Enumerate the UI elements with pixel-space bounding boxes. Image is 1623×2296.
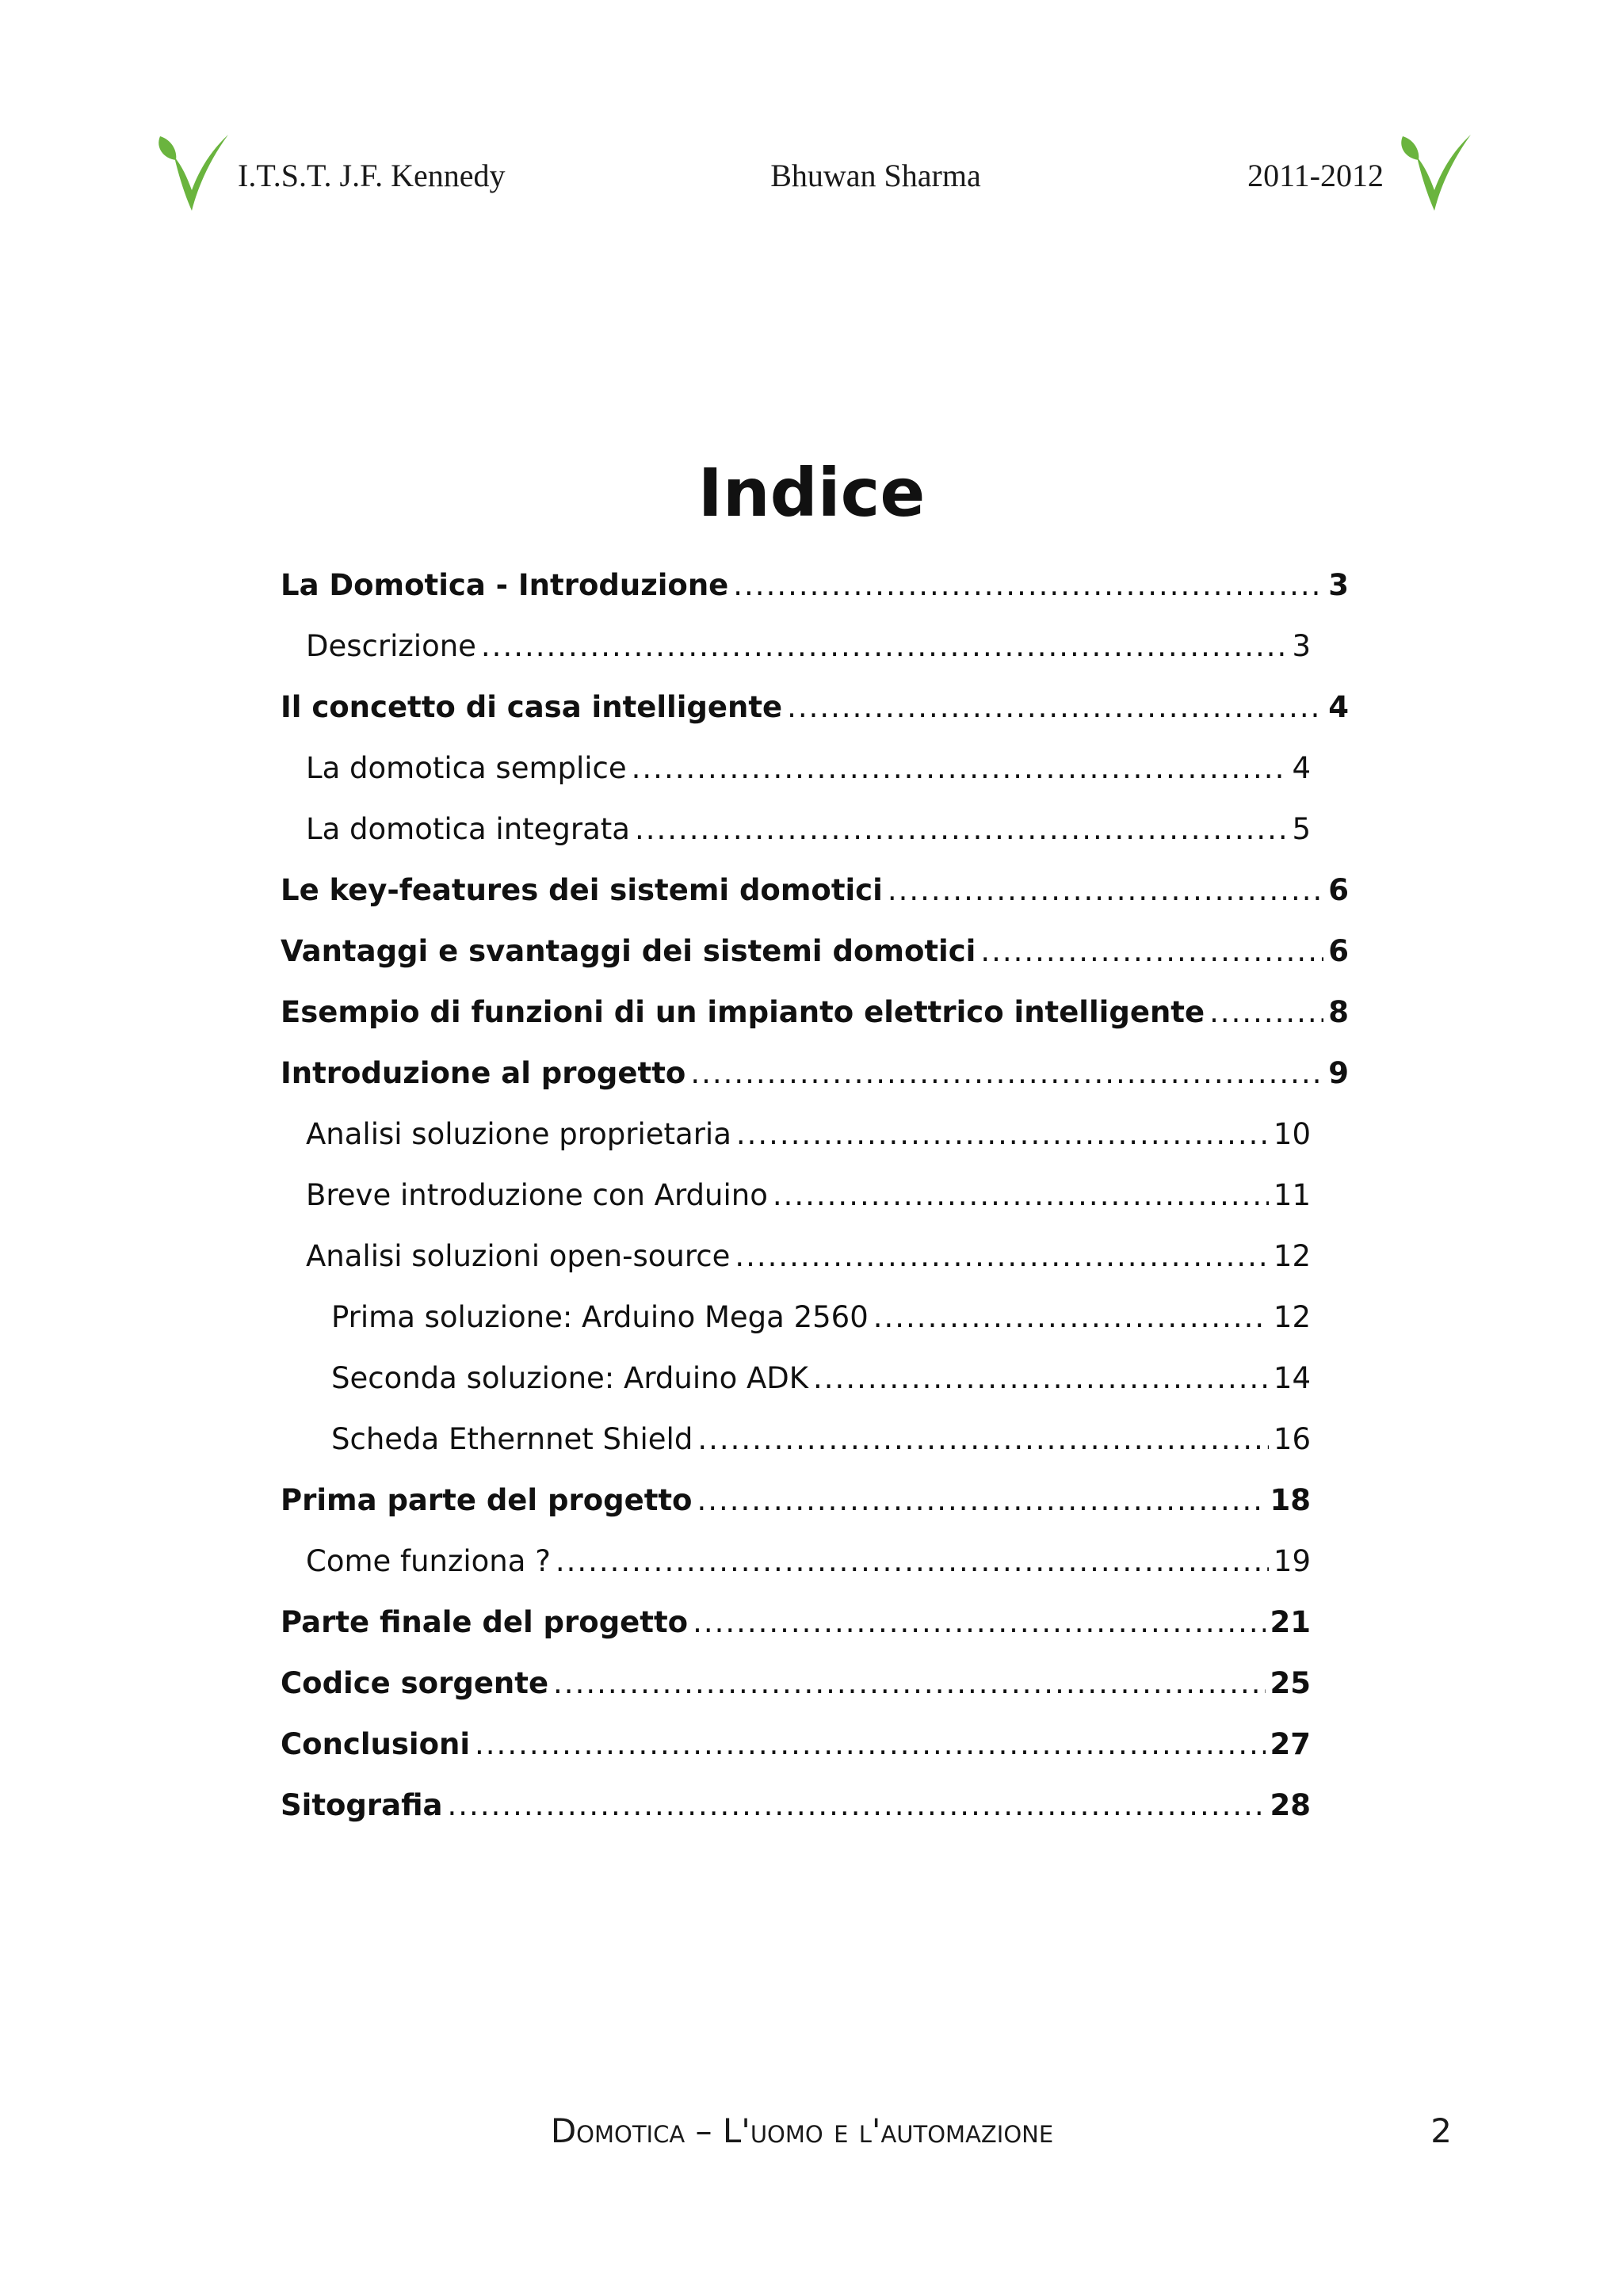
toc-entry-page: 28 xyxy=(1270,1788,1311,1822)
toc-dot-leader xyxy=(556,1531,1269,1592)
toc-entry-page: 4 xyxy=(1292,751,1311,785)
toc-entry[interactable] xyxy=(281,982,1349,1043)
sprout-logo-icon xyxy=(1395,130,1474,212)
toc-entry-label: Descrizione xyxy=(306,629,476,663)
toc-entry-page: 8 xyxy=(1328,995,1349,1029)
toc-entry-page: 12 xyxy=(1273,1239,1311,1273)
toc-entry-label: Come funziona ? xyxy=(306,1544,551,1578)
toc-dot-leader xyxy=(813,1348,1269,1409)
toc-entry[interactable] xyxy=(281,1348,1349,1409)
toc-dot-leader xyxy=(736,1104,1269,1165)
toc-entry-page: 11 xyxy=(1273,1178,1311,1212)
toc-entry-page: 21 xyxy=(1270,1605,1311,1639)
toc-entry-page: 3 xyxy=(1292,629,1311,663)
toc-entry-label: La Domotica - Introduzione xyxy=(281,568,729,602)
toc-entry-label: La domotica integrata xyxy=(306,812,630,846)
toc-dot-leader xyxy=(735,1226,1269,1287)
toc-dot-leader xyxy=(980,921,1323,982)
toc-entry-label: Analisi soluzioni open-source xyxy=(306,1239,731,1273)
toc-dot-leader xyxy=(773,1165,1269,1226)
toc-entry-page: 4 xyxy=(1328,690,1349,724)
toc-entry[interactable] xyxy=(281,1043,1349,1104)
toc-entry-label: Sitografia xyxy=(281,1788,443,1822)
toc-entry[interactable] xyxy=(281,1775,1349,1836)
toc-entry-label: Parte finale del progetto xyxy=(281,1605,689,1639)
toc-entry-label: La domotica semplice xyxy=(306,751,627,785)
toc-entry[interactable] xyxy=(281,1531,1349,1592)
toc-dot-leader xyxy=(632,738,1288,799)
toc-dot-leader xyxy=(635,799,1287,860)
toc-entry[interactable] xyxy=(281,1165,1349,1226)
toc-entry[interactable] xyxy=(281,1409,1349,1470)
toc-entry-label: Vantaggi e svantaggi dei sistemi domotici xyxy=(281,934,976,968)
toc-entry-page: 10 xyxy=(1273,1117,1311,1151)
toc-entry-label: Il concetto di casa intelligente xyxy=(281,690,783,724)
toc-entry-label: Le key-features dei sistemi domotici xyxy=(281,873,883,907)
toc-entry-label: Analisi soluzione proprietaria xyxy=(306,1117,731,1151)
toc-entry-label: Seconda soluzione: Arduino ADK xyxy=(331,1361,809,1395)
toc-dot-leader xyxy=(690,1043,1323,1104)
toc-entry[interactable] xyxy=(281,677,1349,738)
toc-dot-leader xyxy=(787,677,1323,738)
header-year: 2011-2012 xyxy=(1247,158,1384,193)
page-title: Indice xyxy=(697,454,926,532)
toc-dot-leader xyxy=(448,1775,1266,1836)
toc-entry[interactable] xyxy=(281,1470,1349,1531)
toc-dot-leader xyxy=(475,1714,1265,1775)
toc-entry[interactable] xyxy=(281,921,1349,982)
toc-entry[interactable] xyxy=(281,799,1349,860)
toc-dot-leader xyxy=(873,1287,1269,1348)
toc-entry-page: 16 xyxy=(1273,1422,1311,1456)
toc-entry[interactable] xyxy=(281,1653,1349,1714)
toc-entry-page: 14 xyxy=(1273,1361,1311,1395)
toc-entry-label: Introduzione al progetto xyxy=(281,1056,686,1090)
toc-entry-label: Conclusioni xyxy=(281,1727,471,1761)
toc-entry[interactable] xyxy=(281,616,1349,677)
toc-dot-leader xyxy=(1209,982,1323,1043)
toc-entry-page: 6 xyxy=(1328,873,1349,907)
toc-entry-page: 9 xyxy=(1328,1056,1349,1090)
toc-entry-label: Prima soluzione: Arduino Mega 2560 xyxy=(331,1300,869,1334)
toc-entry-page: 19 xyxy=(1273,1544,1311,1578)
toc-entry[interactable] xyxy=(281,1104,1349,1165)
toc-entry-label: Codice sorgente xyxy=(281,1666,549,1700)
toc-entry-label: Esempio di funzioni di un impianto elettrico intelligente xyxy=(281,995,1205,1029)
toc-entry-page: 18 xyxy=(1270,1483,1311,1517)
toc-entry[interactable] xyxy=(281,1714,1349,1775)
toc-dot-leader xyxy=(733,555,1323,616)
toc-entry[interactable] xyxy=(281,555,1349,616)
toc-entry-label: Scheda Ethernnet Shield xyxy=(331,1422,693,1456)
table-of-contents xyxy=(281,555,1349,1836)
toc-entry[interactable] xyxy=(281,1226,1349,1287)
toc-entry-page: 12 xyxy=(1273,1300,1311,1334)
toc-dot-leader xyxy=(697,1470,1265,1531)
header-school: I.T.S.T. J.F. Kennedy xyxy=(238,158,506,193)
page-header xyxy=(0,0,1623,238)
toc-dot-leader xyxy=(693,1592,1265,1653)
toc-entry[interactable] xyxy=(281,1592,1349,1653)
toc-dot-leader xyxy=(553,1653,1265,1714)
toc-entry[interactable] xyxy=(281,860,1349,921)
toc-entry-page: 3 xyxy=(1328,568,1349,602)
toc-entry-page: 6 xyxy=(1328,934,1349,968)
toc-entry-label: Prima parte del progetto xyxy=(281,1483,693,1517)
toc-entry[interactable] xyxy=(281,1287,1349,1348)
toc-dot-leader xyxy=(697,1409,1269,1470)
toc-entry-page: 27 xyxy=(1270,1727,1311,1761)
toc-dot-leader xyxy=(481,616,1288,677)
toc-dot-leader xyxy=(888,860,1323,921)
toc-entry[interactable] xyxy=(281,738,1349,799)
toc-entry-page: 25 xyxy=(1270,1666,1311,1700)
toc-entry-label: Breve introduzione con Arduino xyxy=(306,1178,768,1212)
header-author: Bhuwan Sharma xyxy=(770,158,981,193)
toc-entry-page: 5 xyxy=(1292,812,1311,846)
footer-title: Domotica – L'uomo e l'automazione xyxy=(550,2111,1054,2150)
page-number: 2 xyxy=(1430,2111,1452,2150)
